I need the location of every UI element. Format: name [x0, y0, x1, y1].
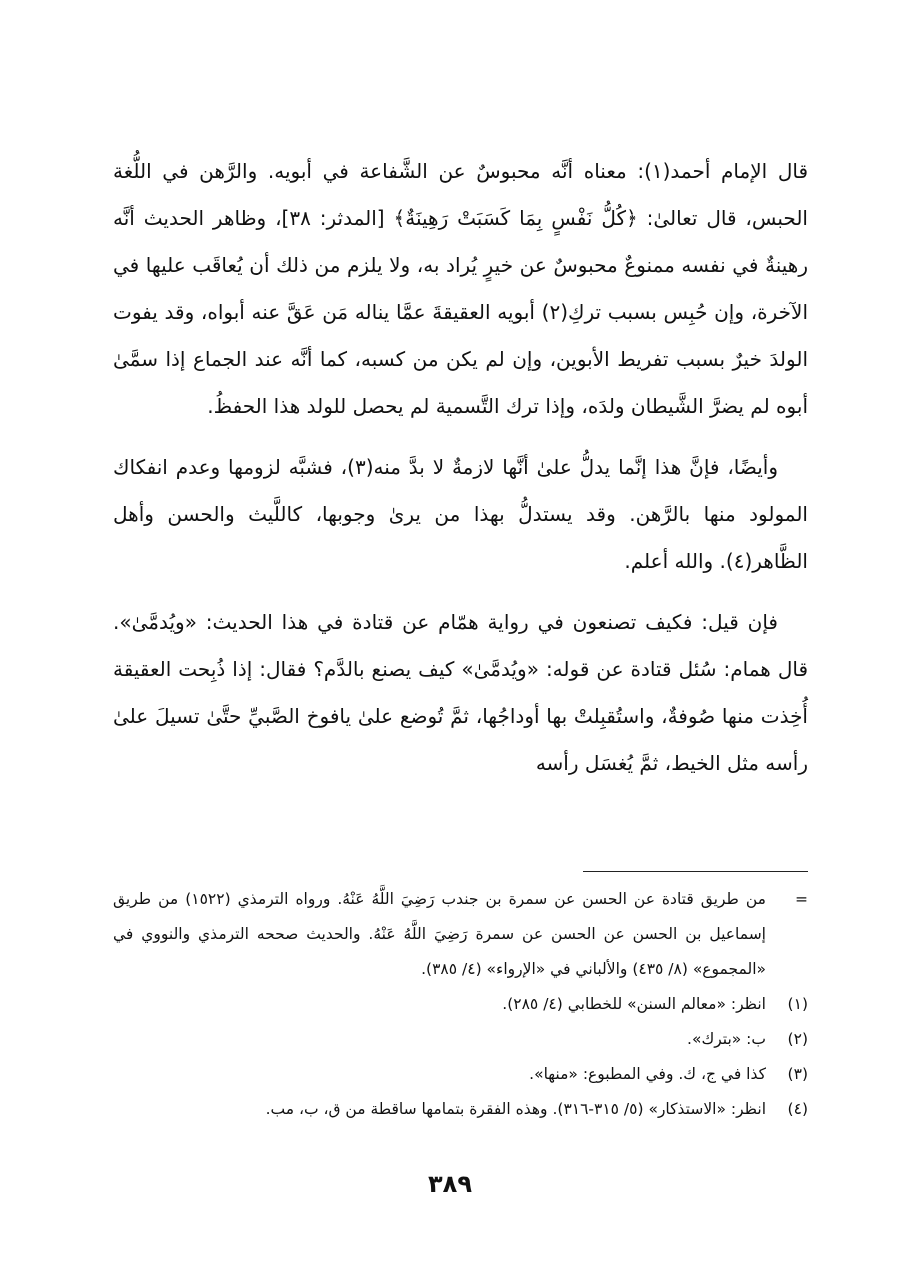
footnote-1 — [113, 987, 808, 1022]
footnote-marker: (٣) — [787, 1065, 808, 1083]
paragraph-also: وأيضًا، فإنَّ هذا إنَّما يدلُّ علىٰ أنَّها لازمةٌ لا بدَّ منه(٣)، فشبَّه لزومها وعدم انفكاك المولود منها بالرَّهن. وقد يستدلُّ بهذا من يرىٰ وجوبها، كاللَّيث والحسن وأهل الظَّاهر(٤). والله أعلم. — [113, 455, 808, 573]
footnote-marker: (٢) — [787, 1030, 808, 1048]
page-number: ٣٨٩ — [428, 1170, 472, 1198]
footnote-text: من طريق قتادة عن الحسن عن سمرة بن جندب رَضِيَ اللَّهُ عَنْهُ. ورواه الترمذي (١٥٢٢) من طريق إسماعيل بن الحسن عن الحسن عن سمرة رَضِيَ اللَّهُ عَنْهُ. والحديث صححه الترمذي والنووي في «المجموع» (٨/ ٤٣٥) والألباني في «الإرواء» (٤/ ٣٨٥). — [113, 890, 766, 978]
footnote-text: انظر: «معالم السنن» للخطابي (٤/ ٢٨٥). — [502, 995, 766, 1013]
main-text — [113, 148, 808, 787]
footnote-text: كذا في ج، ك. وفي المطبوع: «منها». — [529, 1065, 766, 1083]
footnote-marker: = — [795, 890, 808, 908]
footnote-marker: (٤) — [787, 1100, 808, 1118]
footnote-text: انظر: «الاستذكار» (٥/ ٣١٥-٣١٦). وهذه الفقرة بتمامها ساقطة من ق، ب، مب. — [265, 1100, 766, 1118]
footnote-text: ب: «بترك». — [687, 1030, 766, 1048]
footnote-continuation — [113, 882, 808, 987]
footnote-3 — [113, 1057, 808, 1092]
footnote-4 — [113, 1092, 808, 1127]
footnote-marker: (١) — [787, 995, 808, 1013]
footnote-separator — [583, 871, 808, 872]
footnote-2 — [113, 1022, 808, 1057]
paragraph-imam-ahmad: قال الإمام أحمد(١): معناه أنَّه محبوسٌ عن الشَّفاعة في أبويه. والرَّهن في اللُّغة الحبس، قال تعالىٰ: ﴿كُلُّ نَفْسٍ بِمَا كَسَبَتْ رَهِينَةٌ﴾ [المدثر: ٣٨]، وظاهر الحديث أنَّه رهينةٌ في نفسه ممنوعٌ محبوسٌ عن خيرٍ يُراد به، ولا يلزم من ذلك أن يُعاقَب عليها في الآخرة، وإن حُبِس بسبب تركِ(٢) أبويه العقيقةَ عمَّا يناله مَن عَقَّ عنه أبواه، وقد يفوت الولدَ خيرٌ بسبب تفريط الأبوين، وإن لم يكن من كسبه، كما أنَّه عند الجماع إذا سمَّىٰ أبوه لم يضرَّ الشَّيطان ولدَه، وإذا ترك التَّسمية لم يحصل للولد هذا الحفظُ. — [113, 159, 808, 418]
paragraph-question-hammam: فإن قيل: فكيف تصنعون في رواية همّام عن قتادة في هذا الحديث: «ويُدمَّىٰ». قال همام: سُئل قتادة عن قوله: «ويُدمَّىٰ» كيف يصنع بالدَّم؟ فقال: إذا ذُبِحت العقيقة أُخِذت منها صُوفةٌ، واستُقبِلتْ بها أوداجُها، ثمَّ تُوضع علىٰ يافوخ الصَّبيِّ حتَّىٰ تسيلَ علىٰ رأسه مثل الخيط، ثمَّ يُغسَل رأسه — [113, 610, 808, 775]
footnotes — [113, 882, 808, 1127]
